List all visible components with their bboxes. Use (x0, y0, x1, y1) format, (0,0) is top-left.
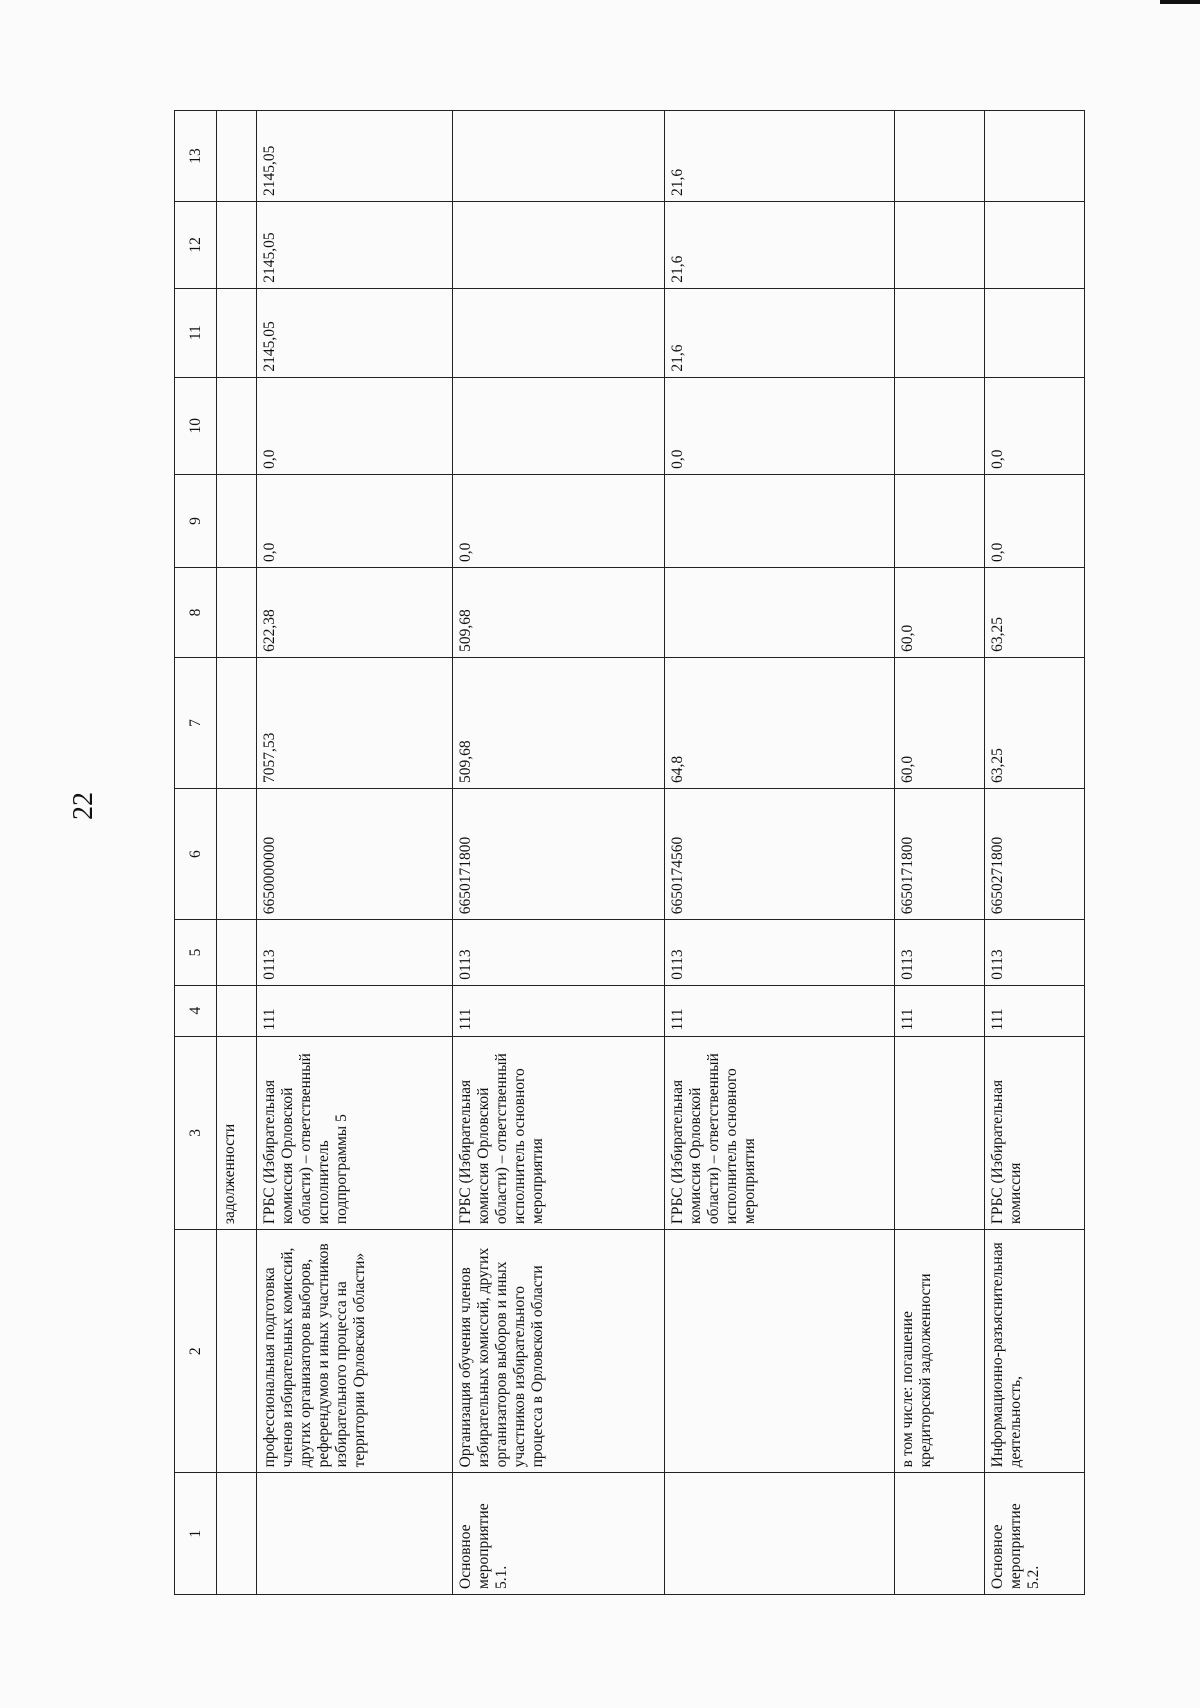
header-cell: 10 (175, 377, 217, 474)
header-cell: 1 (175, 1473, 217, 1595)
table-row (453, 111, 665, 1595)
header-cell: 7 (175, 657, 217, 788)
table-cell: 0,0 (665, 377, 895, 474)
table-cell (217, 985, 257, 1036)
table-cell (217, 789, 257, 920)
table-cell: ГРБС (Избирательная комиссия Орловской области) – ответственный исполнитель подпрограммы 5 (257, 1036, 453, 1230)
table-cell: 509,68 (453, 567, 665, 657)
table-cell: 111 (257, 985, 453, 1036)
table-cell: 0113 (453, 920, 665, 986)
table-cell (217, 474, 257, 567)
scan-corner-mark (1160, 0, 1200, 4)
table-cell: 2145,05 (257, 288, 453, 377)
table-cell: 0113 (985, 920, 1085, 986)
table-cell: 63,25 (985, 567, 1085, 657)
table-cell (895, 288, 985, 377)
table-cell (895, 377, 985, 474)
table-cell (895, 474, 985, 567)
header-cell: 2 (175, 1230, 217, 1473)
table-cell (217, 377, 257, 474)
table-cell: 0113 (895, 920, 985, 986)
table-cell (217, 288, 257, 377)
page-number: 22 (68, 792, 99, 820)
table-cell: в том числе: погашение кредиторской задолженности (895, 1230, 985, 1473)
table-cell (217, 1230, 257, 1473)
table-cell (453, 377, 665, 474)
table-cell (985, 202, 1085, 289)
table-cell: 21,6 (665, 288, 895, 377)
table-row (665, 111, 895, 1595)
table-cell: ГРБС (Избирательная комиссия (985, 1036, 1085, 1230)
table-cell (217, 202, 257, 289)
table-cell: ГРБС (Избирательная комиссия Орловской области) – ответственный исполнитель основного мероприятия (453, 1036, 665, 1230)
table-cell: 6650271800 (985, 789, 1085, 920)
header-cell: 9 (175, 474, 217, 567)
table-row (217, 111, 257, 1595)
table-cell: 6650000000 (257, 789, 453, 920)
budget-table (174, 110, 1085, 1595)
table-cell (217, 920, 257, 986)
table-cell (217, 1473, 257, 1595)
header-cell: 13 (175, 111, 217, 202)
table-cell: Организация обучения членов избирательных комиссий, других организаторов выборов и иных участников избирательного процесса в Орловской области (453, 1230, 665, 1473)
table-cell (665, 1473, 895, 1595)
header-cell: 8 (175, 567, 217, 657)
table-cell (453, 111, 665, 202)
table-cell (895, 111, 985, 202)
table-cell (895, 1036, 985, 1230)
table-cell: 509,68 (453, 657, 665, 788)
table-cell (453, 202, 665, 289)
table-header-row (175, 111, 217, 1595)
header-cell: 12 (175, 202, 217, 289)
rotated-table-container (174, 110, 1084, 1595)
header-cell: 11 (175, 288, 217, 377)
table-cell (453, 288, 665, 377)
table-cell: 64,8 (665, 657, 895, 788)
table-cell: 60,0 (895, 567, 985, 657)
table-cell: 0,0 (985, 474, 1085, 567)
table-cell (665, 474, 895, 567)
table-cell: 7057,53 (257, 657, 453, 788)
table-cell: 6650174560 (665, 789, 895, 920)
table-cell: 0,0 (453, 474, 665, 567)
table-cell (985, 111, 1085, 202)
table-cell: 21,6 (665, 111, 895, 202)
header-cell: 3 (175, 1036, 217, 1230)
table-cell (895, 202, 985, 289)
header-cell: 6 (175, 789, 217, 920)
table-cell: 2145,05 (257, 202, 453, 289)
table-cell: 622,38 (257, 567, 453, 657)
table-cell (217, 657, 257, 788)
header-cell: 4 (175, 985, 217, 1036)
table-cell: 111 (895, 985, 985, 1036)
table-cell: 0113 (665, 920, 895, 986)
table-cell: 0113 (257, 920, 453, 986)
table-cell (985, 288, 1085, 377)
table-cell (665, 1230, 895, 1473)
table-cell (217, 111, 257, 202)
table-cell: 111 (665, 985, 895, 1036)
table-cell: 60,0 (895, 657, 985, 788)
table-cell (895, 1473, 985, 1595)
table-cell: 2145,05 (257, 111, 453, 202)
table-row (895, 111, 985, 1595)
table-cell: задолженности (217, 1036, 257, 1230)
table-cell (257, 1473, 453, 1595)
table-cell: Информационно-разъяснительная деятельность, (985, 1230, 1085, 1473)
table-cell: 111 (985, 985, 1085, 1036)
table-cell: 63,25 (985, 657, 1085, 788)
table-cell: Основное мероприятие 5.1. (453, 1473, 665, 1595)
table-row (985, 111, 1085, 1595)
table-cell: ГРБС (Избирательная комиссия Орловской области) – ответственный исполнитель основного мероприятия (665, 1036, 895, 1230)
table-cell: 21,6 (665, 202, 895, 289)
table-cell (217, 567, 257, 657)
table-cell: 6650171800 (453, 789, 665, 920)
table-cell: Основное мероприятие 5.2. (985, 1473, 1085, 1595)
table-cell (665, 567, 895, 657)
table-cell: профессиональная подготовка членов избирательных комиссий, других организаторов выборов, референдумов и иных участников избирательного процесса на территории Орловской области» (257, 1230, 453, 1473)
table-row (257, 111, 453, 1595)
table-cell: 0,0 (257, 377, 453, 474)
table-cell: 6650171800 (895, 789, 985, 920)
table-cell: 0,0 (985, 377, 1085, 474)
table-cell: 111 (453, 985, 665, 1036)
header-cell: 5 (175, 920, 217, 986)
table-cell: 0,0 (257, 474, 453, 567)
